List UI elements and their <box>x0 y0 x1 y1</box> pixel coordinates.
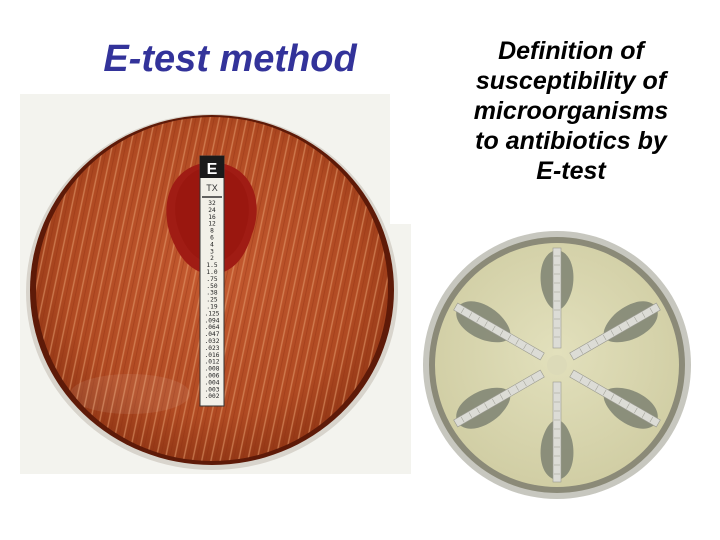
strip-scale-label: 3 <box>210 248 214 256</box>
agar-plate-photo-icon <box>20 94 411 474</box>
strip-scale-label: 6 <box>210 234 214 242</box>
strip-scale-label: .012 <box>204 358 220 366</box>
six-strip-plate-photo <box>420 228 695 503</box>
strip-scale-label: .032 <box>204 338 220 345</box>
strip-scale-label: .023 <box>204 344 220 352</box>
strip-scale-label: 16 <box>208 213 216 221</box>
strip-scale-label: 4 <box>210 241 214 249</box>
right-title-line: to antibiotics by <box>475 127 667 155</box>
strip-scale-label: .38 <box>206 289 218 297</box>
strip-scale-label: 8 <box>210 227 214 235</box>
strip-scale-label: .75 <box>206 275 218 283</box>
strip-scale-label: 1.0 <box>206 269 218 276</box>
etest-strip <box>200 156 224 406</box>
right-title-line: microorganisms <box>473 97 669 125</box>
strip-scale-label: .094 <box>204 317 220 325</box>
strip-scale-label: 2 <box>210 255 214 263</box>
strip-scale-label: .047 <box>204 331 220 339</box>
right-title-line: susceptibility of <box>475 67 667 95</box>
right-title-line: Definition of <box>498 37 644 65</box>
strip-scale-label: .008 <box>204 365 220 373</box>
strip-scale-label: .50 <box>206 282 218 290</box>
strip-scale-label: 1.5 <box>206 262 218 270</box>
agar-plate-six-strips-photo-icon <box>420 228 695 503</box>
strip-scale-label: 32 <box>208 200 216 207</box>
strip-scale-label: .002 <box>204 393 220 401</box>
strip-scale-label: .125 <box>204 310 220 318</box>
strip-scale-label: 24 <box>208 206 216 214</box>
strip-scale-label: .016 <box>204 351 220 359</box>
etest-plate-photo <box>20 94 411 474</box>
strip-letter: E <box>206 161 218 178</box>
strip-scale-label: 12 <box>208 220 216 228</box>
strip-scale-label: .003 <box>204 386 220 394</box>
strip-scale-label: .004 <box>204 379 220 387</box>
strip-scale-label: .006 <box>204 372 220 380</box>
strip-code: TX <box>206 183 218 193</box>
strip-scale-label: .25 <box>206 296 218 304</box>
strip-scale-label: .064 <box>204 324 220 332</box>
right-title <box>440 36 702 186</box>
left-title: E-test method <box>103 38 357 80</box>
right-title-line: E-test <box>536 157 606 185</box>
strip-scale-label: .19 <box>206 303 218 311</box>
